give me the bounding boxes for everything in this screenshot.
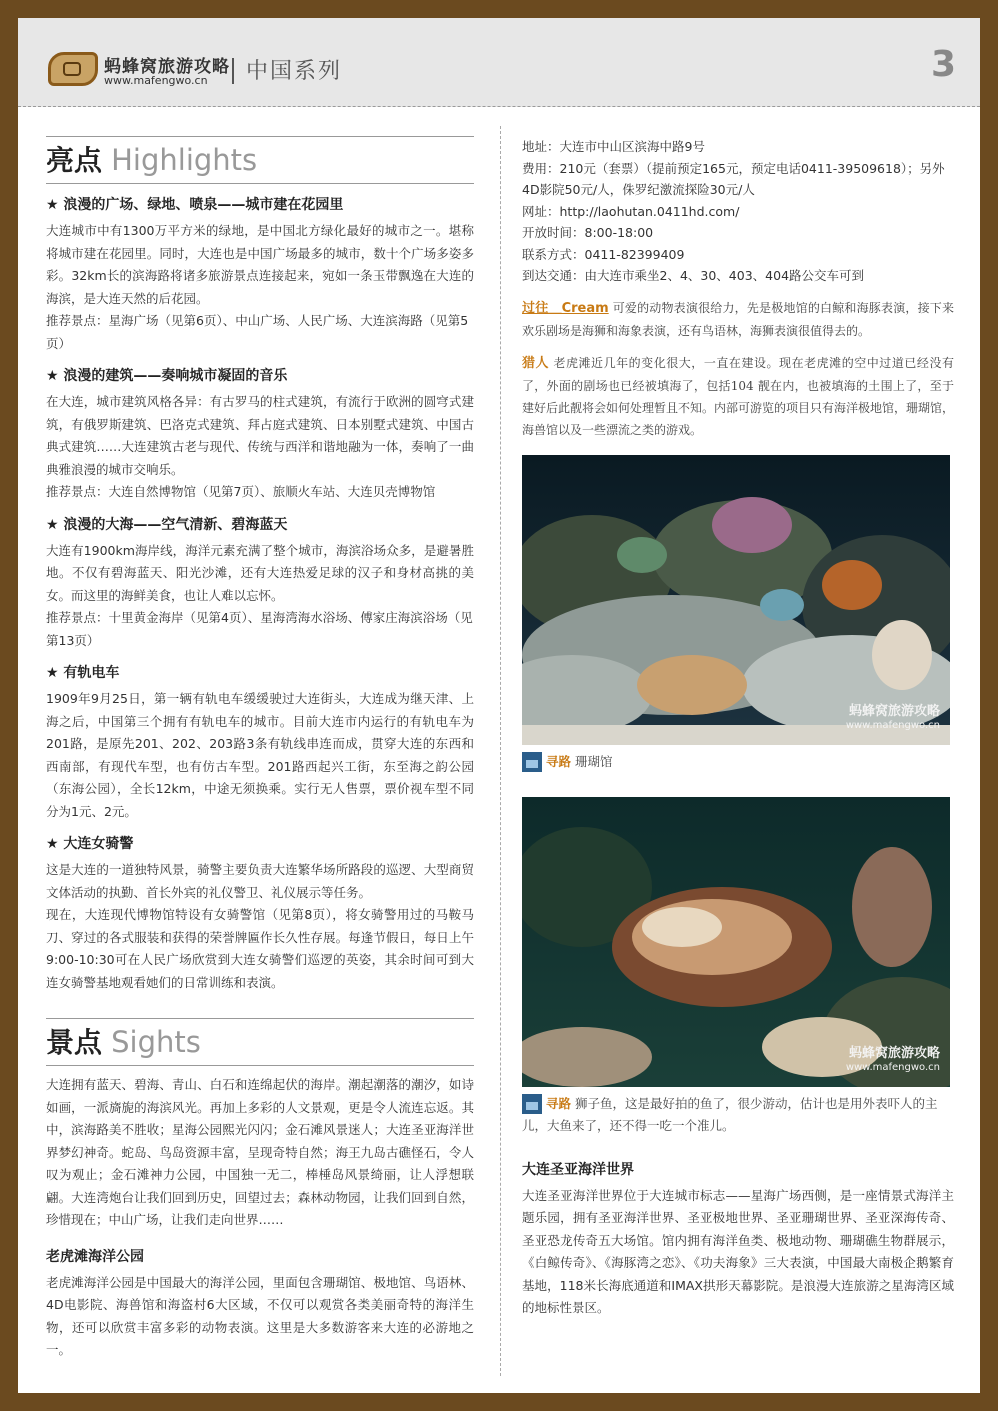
lionfish-caption	[522, 1093, 954, 1137]
brand-name: 蚂蜂窝旅游攻略	[104, 57, 230, 77]
photo-watermark	[846, 1047, 940, 1075]
page-number: 3	[930, 44, 956, 85]
column-divider	[500, 126, 501, 1376]
watermark-url: www.mafengwo.cn	[845, 719, 940, 731]
highlight-item	[46, 194, 474, 355]
highlight-heading: ★ 有轨电车	[46, 665, 120, 681]
quote-author-link[interactable]: 猎人	[522, 355, 550, 371]
sights-intro: 大连拥有蓝天、碧海、青山、白石和连绵起伏的海岸。潮起潮落的潮汐，如诗如画，一派旖旎的海滨风光。再加上多彩的人文景观，更是令人流连忘返。其中，滨海路美不胜收；星海公园熙光闪闪；金石滩风景迷人；大连圣亚海洋世界梦幻神奇。蛇岛、鸟岛资源丰富，呈现奇特自然；海王九岛古礁怪石，令人叹为观止；金石滩神力公园，中国独一无二，棒棰岛风景绮丽，让人浮想联翩。大连湾炮台让我们回到历史，回望过去；森林动物园，让我们回到自然，珍惜现在；中山广场，让我们走向世界……	[46, 1077, 474, 1227]
page	[18, 18, 980, 1393]
watermark-url: www.mafengwo.cn	[845, 1061, 940, 1073]
highlight-item	[46, 833, 474, 994]
highlight-text: 1909年9月25日，第一辆有轨电车缓缓驶过大连街头，大连成为继天津、上海之后，中国第三个拥有有轨电车的城市。目前大连市内运行的有轨电车为201路，是原先201、202、203路3条有轨线串连而成，贯穿大连的东西和西南部，有现代车型，也有仿古车型。201路西起兴工街，东至海之韵公园（东海公园），全长12km，中途无须换乘。实行无人售票，票价视车型不同分为1元、2元。	[46, 691, 474, 819]
brand-url: www.mafengwo.cn	[104, 74, 208, 87]
highlight-text: 大连城市中有1300万平方米的绿地，是中国北方绿化最好的城市之一。堪称将城市建在花园里。同时，大连也是中国广场最多的城市，数十个广场多姿多彩。32km长的滨海路将诸多旅游景点连接起来，宛如一条玉带飘逸在大连的海滨，是大连天然的后花园。	[46, 223, 474, 306]
highlights-section-title	[46, 136, 474, 184]
info-website[interactable]: 网址：http://laohutan.0411hd.com/	[522, 203, 740, 219]
watermark-cn: 蚂蜂窝旅游攻略	[848, 1045, 940, 1061]
photo-watermark	[846, 705, 940, 733]
highlights-title-en: Highlights	[111, 143, 258, 177]
shengya-text: 大连圣亚海洋世界位于大连城市标志——星海广场西侧，是一座情景式海洋主题乐园，拥有圣亚海洋世界、圣亚极地世界、圣亚珊瑚世界、圣亚深海传奇、圣亚恐龙传奇五大场馆。馆内拥有海洋鱼类、极地动物、珊瑚礁生物群展示，《白鲸传奇》、《海豚湾之恋》、《功夫海象》三大表演，中国最大南极企鹅繁育基地，118米长海底通道和IMAX拱形天幕影院。是浪漫大连旅游之星海湾区域的地标性景区。	[522, 1187, 954, 1315]
highlight-text: 这是大连的一道独特风景，骑警主要负责大连繁华场所路段的巡逻、大型商贸文体活动的执勤、首长外宾的礼仪警卫、礼仪展示等任务。	[46, 862, 474, 900]
shengya-heading: 大连圣亚海洋世界	[522, 1161, 634, 1178]
page-header	[18, 18, 980, 107]
user-avatar-icon	[522, 1094, 542, 1114]
caption-text: 狮子鱼，这是最好拍的鱼了，很少游动，估计也是用外表吓人的主儿，大鱼来了，还不得一吃一个准儿。	[522, 1095, 938, 1133]
highlight-text: 大连有1900km海岸线，海洋元素充满了整个城市，海滨浴场众多，是避暑胜地。不仅有碧海蓝天、阳光沙滩，还有大连热爱足球的汉子和身材高挑的美女。而这里的海鲜美食，也让人难以忘怀。	[46, 542, 474, 603]
highlight-item	[46, 365, 474, 504]
lionfish-image	[522, 797, 950, 1087]
info-hours: 开放时间：8:00-18:00	[522, 225, 654, 240]
header-separator	[232, 58, 234, 84]
highlight-text: 在大连，城市建筑风格各异：有古罗马的柱式建筑，有流行于欧洲的圆穹式建筑，有俄罗斯建筑、巴洛克式建筑、拜占庭式建筑、日本别墅式建筑、中国古典式建筑……大连建筑古老与现代、传统与西洋和谐地融为一体，奏响了一曲典雅浪漫的城市交响乐。	[46, 394, 474, 477]
laohutan-text: 老虎滩海洋公园是中国最大的海洋公园，里面包含珊瑚馆、极地馆、鸟语林、4D电影院、海兽馆和海盗村6大区域，不仅可以观赏各类美丽奇特的海洋生物，还可以欣赏丰富多彩的动物表演。这里是大多数游客来大连的必游地之一。	[46, 1274, 474, 1357]
caption-author-link[interactable]: 寻路	[546, 753, 572, 769]
series-title: 中国系列	[246, 59, 343, 84]
highlight-heading: ★ 浪漫的大海——空气清新、碧海蓝天	[46, 516, 288, 533]
sights-title-en: Sights	[111, 1025, 201, 1059]
highlights-title-cn: 亮点	[46, 144, 103, 177]
coral-caption	[522, 751, 954, 773]
left-column	[46, 136, 474, 1362]
highlight-item	[46, 662, 474, 823]
user-quote	[522, 297, 954, 342]
info-contact: 联系方式：0411-82399409	[522, 246, 685, 262]
mafengwo-logo-icon	[48, 52, 98, 86]
info-fee: 费用：210元（套票）（提前预定165元，预定电话0411-39509618）；另外4D影院50元/人，侏罗纪激流探险30元/人	[522, 160, 945, 197]
highlight-recommend: 推荐景点：大连自然博物馆（见第7页）、旅顺火车站、大连贝壳博物馆	[46, 484, 436, 499]
right-column	[522, 136, 954, 1320]
highlight-heading: ★ 大连女骑警	[46, 836, 134, 852]
laohutan-heading: 老虎滩海洋公园	[46, 1248, 144, 1265]
highlight-recommend: 推荐景点：星海广场（见第6页）、中山广场、人民广场、大连滨海路（见第5页）	[46, 313, 469, 351]
sights-section-title	[46, 1018, 474, 1066]
caption-text: 珊瑚馆	[575, 753, 613, 769]
coral-reef-image	[522, 455, 950, 745]
highlight-heading: ★ 浪漫的建筑——奏响城市凝固的音乐	[46, 368, 288, 384]
laohutan-info	[522, 136, 954, 287]
highlight-recommend: 推荐景点：十里黄金海岸（见第4页）、星海湾海水浴场、傅家庄海滨浴场（见第13页）	[46, 610, 473, 648]
quote-author-link[interactable]: 过往＿Cream	[522, 300, 609, 316]
quote-text: 老虎滩近几年的变化很大，一直在建设。现在老虎滩的空中过道已经没有了，外面的剧场也已经被填海了，包括104 靓在内，也被填海的土围上了，至于建好后此靓将会如何处理暂且不知。内部可游览的项目只有海洋极地馆，珊瑚馆，海兽馆以及一些漂流之类的游戏。	[522, 355, 955, 437]
lionfish-photo	[522, 797, 950, 1087]
info-address: 地址：大连市中山区滨海中路9号	[522, 139, 705, 154]
sights-title-cn: 景点	[46, 1026, 103, 1059]
info-transport: 到达交通：由大连市乘坐2、4、30、403、404路公交车可到	[522, 268, 865, 283]
quote-text: 可爱的动物表演很给力，先是极地馆的白鲸和海豚表演，接下来欢乐剧场是海狮和海象表演，还有鸟语林，海狮表演很值得去的。	[522, 300, 954, 338]
highlight-recommend: 现在，大连现代博物馆特设有女骑警馆（见第8页），将女骑警用过的马鞍马刀、穿过的各式服装和获得的荣誉牌匾作长久性存展。每逢节假日，每日上午9:00-10:30可在人民广场欣赏到大连女骑警们巡逻的英姿，其余时间可到大连女骑警基地观看她们的日常训练和表演。	[46, 907, 474, 990]
coral-photo	[522, 455, 950, 745]
caption-author-link[interactable]: 寻路	[546, 1095, 572, 1111]
watermark-cn: 蚂蜂窝旅游攻略	[848, 703, 940, 719]
user-avatar-icon	[522, 752, 542, 772]
highlight-item	[46, 514, 474, 653]
user-quote	[522, 352, 954, 441]
highlight-heading: ★ 浪漫的广场、绿地、喷泉——城市建在花园里	[46, 197, 344, 213]
